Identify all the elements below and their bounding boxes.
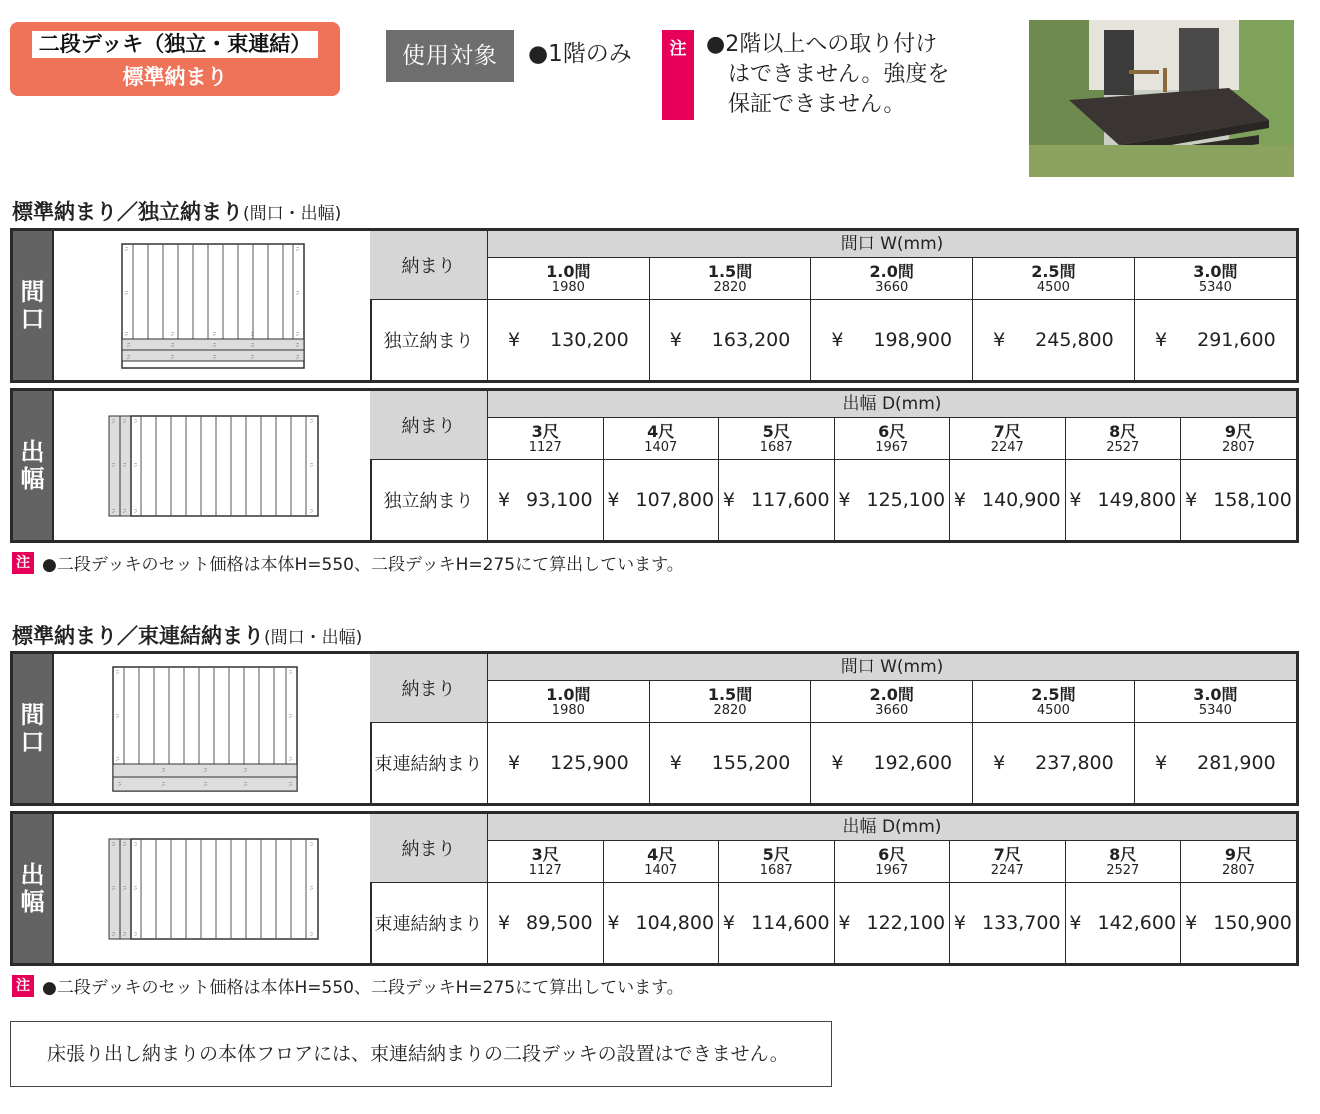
price-value: 130,200 [550, 329, 629, 351]
svg-text:ﾆ: ﾆ [123, 931, 127, 938]
section1-title-sub: (間口・出幅) [243, 204, 342, 224]
svg-text:ﾆ: ﾆ [127, 342, 131, 349]
size-header [1065, 418, 1181, 460]
dehaba-price-grid [370, 814, 1296, 963]
yen-sign: ¥ [497, 912, 511, 934]
size-mm: 1967 [875, 862, 909, 878]
size-header [649, 681, 811, 723]
size-header [1134, 258, 1296, 300]
price-cell [834, 883, 950, 964]
size-header [811, 258, 973, 300]
price-cell [719, 883, 835, 964]
svg-text:ﾆ: ﾆ [171, 342, 175, 349]
price-value: 237,800 [1035, 752, 1114, 774]
price-value: 142,600 [1097, 912, 1177, 934]
side-char: 口 [20, 727, 45, 756]
size-header [950, 418, 1066, 460]
size-label: 6尺 [878, 844, 906, 864]
size-header [603, 841, 719, 883]
header-note-line: 保証できません。 [706, 92, 906, 117]
header-note-line: ●2階以上への取り付け [706, 32, 938, 57]
size-mm: 2820 [713, 702, 747, 718]
yen-sign: ¥ [953, 489, 966, 511]
section2-title-main: 標準納まり／束連結納まり [12, 624, 264, 648]
dimension-header: 間口 W(mm) [488, 231, 1297, 258]
size-label: 8尺 [1109, 421, 1137, 441]
price-value: 150,900 [1213, 912, 1292, 934]
size-label: 2.5間 [1031, 261, 1076, 281]
price-value: 122,100 [866, 912, 946, 934]
svg-text:ﾆ: ﾆ [112, 418, 116, 425]
maguchi-price-grid [370, 654, 1296, 803]
price-cell [488, 460, 604, 541]
dehaba-diagram [52, 814, 372, 963]
yen-sign: ¥ [953, 912, 966, 934]
yen-sign: ¥ [722, 912, 735, 934]
size-header [603, 418, 719, 460]
section1-maguchi-table [10, 228, 1299, 383]
size-header [973, 258, 1135, 300]
svg-text:ﾆ: ﾆ [125, 331, 129, 338]
price-cell [1181, 883, 1297, 964]
yen-sign: ¥ [838, 912, 851, 934]
size-label: 2.0間 [869, 684, 914, 704]
size-header [950, 841, 1066, 883]
price-cell [1065, 883, 1181, 964]
size-label: 3.0間 [1193, 261, 1238, 281]
section2-maguchi-table [10, 651, 1299, 806]
size-mm: 2527 [1106, 862, 1140, 878]
svg-text:ﾆ: ﾆ [310, 841, 314, 848]
dehaba-diagram [52, 391, 372, 540]
yen-sign: ¥ [1069, 912, 1082, 934]
side-char: 出 [20, 860, 45, 889]
svg-text:ﾆ: ﾆ [213, 354, 217, 361]
svg-text:ﾆ: ﾆ [134, 841, 138, 848]
price-cell [603, 460, 719, 541]
section2-title-sub: (間口・出幅) [264, 628, 363, 648]
svg-text:ﾆ: ﾆ [123, 885, 127, 892]
size-mm: 3660 [875, 702, 909, 718]
osame-header: 納まり [370, 391, 488, 460]
svg-text:ﾆ: ﾆ [296, 246, 300, 253]
svg-text:ﾆ: ﾆ [296, 331, 300, 338]
yen-sign: ¥ [1185, 912, 1198, 934]
section1-title-main: 標準納まり／独立納まり [12, 200, 243, 224]
svg-text:ﾆ: ﾆ [123, 508, 127, 515]
svg-text:ﾆ: ﾆ [123, 462, 127, 469]
yen-sign: ¥ [831, 752, 844, 774]
side-char: 間 [20, 700, 45, 729]
svg-text:ﾆ: ﾆ [289, 669, 293, 676]
osame-header: 納まり [370, 231, 488, 300]
svg-text:ﾆ: ﾆ [134, 462, 138, 469]
price-cell [649, 300, 811, 381]
price-value: 89,500 [526, 912, 593, 934]
price-value: 163,200 [711, 329, 791, 351]
size-mm: 2247 [990, 439, 1024, 455]
size-header [1065, 841, 1181, 883]
svg-text:ﾆ: ﾆ [310, 508, 314, 515]
side-char: 間 [20, 277, 45, 306]
size-mm: 4500 [1036, 279, 1070, 295]
size-mm: 1127 [528, 439, 562, 455]
size-header [488, 681, 650, 723]
badge-title: 二段デッキ（独立・束連結） [32, 31, 318, 58]
size-header [488, 841, 604, 883]
size-mm: 1980 [551, 279, 585, 295]
size-label: 8尺 [1109, 844, 1137, 864]
size-mm: 5340 [1198, 279, 1232, 295]
section1-footnote [12, 550, 684, 575]
section1-title [12, 196, 341, 226]
row-label: 束連結納まり [370, 883, 488, 964]
svg-text:ﾆ: ﾆ [112, 462, 116, 469]
price-cell [950, 883, 1066, 964]
side-label-maguchi [13, 231, 52, 380]
size-mm: 1687 [759, 439, 793, 455]
svg-text:ﾆ: ﾆ [116, 713, 120, 720]
side-label-maguchi [13, 654, 52, 803]
size-header [834, 841, 950, 883]
yen-sign: ¥ [508, 752, 521, 774]
size-label: 5尺 [762, 421, 790, 441]
svg-text:ﾆ: ﾆ [162, 767, 166, 774]
svg-text:ﾆ: ﾆ [213, 342, 217, 349]
price-value: 104,800 [635, 912, 715, 934]
price-value: 93,100 [526, 489, 593, 511]
header-note [706, 30, 1006, 120]
yen-sign: ¥ [497, 489, 511, 511]
row-label: 束連結納まり [370, 723, 488, 804]
size-label: 2.0間 [869, 261, 914, 281]
price-value: 114,600 [751, 912, 830, 934]
badge-subtitle: 標準納まり [122, 65, 228, 89]
svg-text:ﾆ: ﾆ [296, 290, 300, 297]
side-char: 幅 [20, 464, 45, 493]
svg-text:ﾆ: ﾆ [204, 781, 208, 788]
price-value: 192,600 [873, 752, 953, 774]
size-label: 5尺 [762, 844, 790, 864]
price-value: 125,900 [550, 752, 629, 774]
size-header [973, 681, 1135, 723]
svg-text:ﾆ: ﾆ [310, 931, 314, 938]
price-value: 125,100 [866, 489, 946, 511]
svg-text:ﾆ: ﾆ [171, 331, 175, 338]
osame-header: 納まり [370, 814, 488, 883]
dimension-header: 出幅 D(mm) [488, 814, 1297, 841]
maguchi-diagram [52, 231, 372, 380]
price-value: 140,900 [982, 489, 1061, 511]
osame-header: 納まり [370, 654, 488, 723]
size-header [488, 258, 650, 300]
yen-sign: ¥ [1185, 489, 1198, 511]
size-label: 3尺 [531, 844, 559, 864]
size-header [1134, 681, 1296, 723]
yen-sign: ¥ [993, 329, 1006, 351]
price-cell [488, 883, 604, 964]
svg-text:ﾆ: ﾆ [296, 354, 300, 361]
yen-sign: ¥ [669, 329, 682, 351]
price-value: 133,700 [982, 912, 1061, 934]
svg-text:ﾆ: ﾆ [310, 462, 314, 469]
size-label: 6尺 [878, 421, 906, 441]
dehaba-price-grid [370, 391, 1296, 540]
svg-text:ﾆ: ﾆ [310, 885, 314, 892]
size-label: 7尺 [993, 844, 1021, 864]
price-cell [649, 723, 811, 804]
price-value: 155,200 [711, 752, 791, 774]
header-note-line: はできません。強度を [706, 62, 950, 87]
size-mm: 1407 [644, 862, 678, 878]
svg-text:ﾆ: ﾆ [251, 354, 255, 361]
svg-text:ﾆ: ﾆ [296, 342, 300, 349]
svg-text:ﾆ: ﾆ [134, 931, 138, 938]
section2-dehaba-table [10, 811, 1299, 966]
size-mm: 1967 [875, 439, 909, 455]
price-value: 158,100 [1213, 489, 1292, 511]
size-mm: 2527 [1106, 439, 1140, 455]
size-mm: 1127 [528, 862, 562, 878]
dimension-header: 間口 W(mm) [488, 654, 1297, 681]
size-header [488, 418, 604, 460]
section1-dehaba-table [10, 388, 1299, 543]
size-label: 3.0間 [1193, 684, 1238, 704]
size-header [1181, 418, 1297, 460]
size-label: 4尺 [647, 844, 675, 864]
svg-text:ﾆ: ﾆ [162, 781, 166, 788]
footnote-text: ●二段デッキのセット価格は本体H=550、二段デッキH=275にて算出しています。 [42, 555, 684, 575]
price-cell [834, 460, 950, 541]
yen-sign: ¥ [669, 752, 682, 774]
size-mm: 2807 [1221, 862, 1256, 878]
svg-text:ﾆ: ﾆ [289, 713, 293, 720]
svg-text:ﾆ: ﾆ [289, 756, 293, 763]
svg-text:ﾆ: ﾆ [134, 885, 138, 892]
svg-text:ﾆ: ﾆ [204, 767, 208, 774]
size-mm: 2247 [990, 862, 1024, 878]
yen-sign: ¥ [993, 752, 1006, 774]
svg-text:ﾆ: ﾆ [125, 290, 129, 297]
price-value: 149,800 [1097, 489, 1177, 511]
svg-text:ﾆ: ﾆ [123, 841, 127, 848]
size-label: 4尺 [647, 421, 675, 441]
svg-text:ﾆ: ﾆ [116, 756, 120, 763]
size-mm: 2820 [713, 279, 747, 295]
price-cell [603, 883, 719, 964]
yen-sign: ¥ [722, 489, 735, 511]
svg-text:ﾆ: ﾆ [251, 331, 255, 338]
yen-sign: ¥ [508, 329, 521, 351]
size-label: 1.5間 [707, 684, 753, 704]
price-value: 281,900 [1197, 752, 1276, 774]
size-label: 1.0間 [546, 261, 591, 281]
price-value: 291,600 [1197, 329, 1276, 351]
svg-text:ﾆ: ﾆ [244, 767, 248, 774]
size-mm: 1407 [644, 439, 678, 455]
side-label-dehaba [13, 814, 52, 963]
yen-sign: ¥ [1155, 329, 1168, 351]
price-cell [488, 300, 650, 381]
price-value: 117,600 [751, 489, 830, 511]
section2-title [12, 620, 362, 650]
svg-text:ﾆ: ﾆ [134, 418, 138, 425]
footnote-tag: 注 [12, 975, 34, 997]
use-target-text: ●1階のみ [528, 41, 632, 67]
size-label: 7尺 [993, 421, 1021, 441]
size-label: 2.5間 [1031, 684, 1076, 704]
yen-sign: ¥ [1069, 489, 1082, 511]
side-label-dehaba [13, 391, 52, 540]
price-value: 198,900 [873, 329, 953, 351]
deck-photo [1029, 20, 1294, 177]
price-value: 107,800 [635, 489, 715, 511]
note-tag: 注 [662, 30, 694, 120]
size-mm: 1980 [551, 702, 585, 718]
row-label: 独立納まり [370, 460, 488, 541]
price-cell [973, 300, 1135, 381]
product-badge [10, 22, 340, 96]
yen-sign: ¥ [838, 489, 851, 511]
price-cell [973, 723, 1135, 804]
svg-text:ﾆ: ﾆ [310, 418, 314, 425]
size-mm: 3660 [875, 279, 909, 295]
yen-sign: ¥ [607, 489, 620, 511]
svg-text:ﾆ: ﾆ [123, 418, 127, 425]
size-label: 1.0間 [546, 684, 591, 704]
svg-text:ﾆ: ﾆ [112, 508, 116, 515]
svg-text:ﾆ: ﾆ [134, 508, 138, 515]
svg-text:ﾆ: ﾆ [251, 342, 255, 349]
svg-text:ﾆ: ﾆ [116, 669, 120, 676]
size-header [1181, 841, 1297, 883]
price-cell [950, 460, 1066, 541]
svg-text:ﾆ: ﾆ [171, 354, 175, 361]
price-cell [1134, 300, 1296, 381]
price-value: 245,800 [1035, 329, 1114, 351]
section2-footnote [12, 973, 684, 998]
bottom-notice: 床張り出し納まりの本体フロアには、束連結納まりの二段デッキの設置はできません。 [10, 1021, 832, 1087]
size-header [719, 418, 835, 460]
size-mm: 2807 [1221, 439, 1256, 455]
size-label: 9尺 [1224, 421, 1253, 441]
price-cell [1065, 460, 1181, 541]
maguchi-price-grid [370, 231, 1296, 380]
size-label: 3尺 [531, 421, 559, 441]
size-mm: 1687 [759, 862, 793, 878]
side-char: 幅 [20, 887, 45, 916]
svg-text:ﾆ: ﾆ [244, 781, 248, 788]
yen-sign: ¥ [831, 329, 844, 351]
yen-sign: ¥ [1155, 752, 1168, 774]
svg-text:ﾆ: ﾆ [127, 354, 131, 361]
price-cell [811, 300, 973, 381]
size-header [719, 841, 835, 883]
svg-text:ﾆ: ﾆ [118, 781, 122, 788]
svg-text:ﾆ: ﾆ [213, 331, 217, 338]
price-cell [1134, 723, 1296, 804]
price-cell [719, 460, 835, 541]
maguchi-diagram [52, 654, 372, 803]
size-header [811, 681, 973, 723]
side-char: 口 [20, 304, 45, 333]
footnote-text: ●二段デッキのセット価格は本体H=550、二段デッキH=275にて算出しています。 [42, 978, 684, 998]
size-mm: 5340 [1198, 702, 1232, 718]
size-mm: 4500 [1036, 702, 1070, 718]
svg-text:ﾆ: ﾆ [112, 885, 116, 892]
use-target-tag: 使用対象 [386, 30, 514, 82]
side-char: 出 [20, 437, 45, 466]
dimension-header: 出幅 D(mm) [488, 391, 1297, 418]
price-cell [1181, 460, 1297, 541]
size-label: 1.5間 [707, 261, 753, 281]
svg-text:ﾆ: ﾆ [112, 841, 116, 848]
row-label: 独立納まり [370, 300, 488, 381]
svg-text:ﾆ: ﾆ [289, 781, 293, 788]
yen-sign: ¥ [607, 912, 620, 934]
size-header [834, 418, 950, 460]
size-label: 9尺 [1224, 844, 1253, 864]
svg-text:ﾆ: ﾆ [112, 931, 116, 938]
price-cell [811, 723, 973, 804]
price-cell [488, 723, 650, 804]
footnote-tag: 注 [12, 552, 34, 574]
svg-text:ﾆ: ﾆ [125, 246, 129, 253]
size-header [649, 258, 811, 300]
